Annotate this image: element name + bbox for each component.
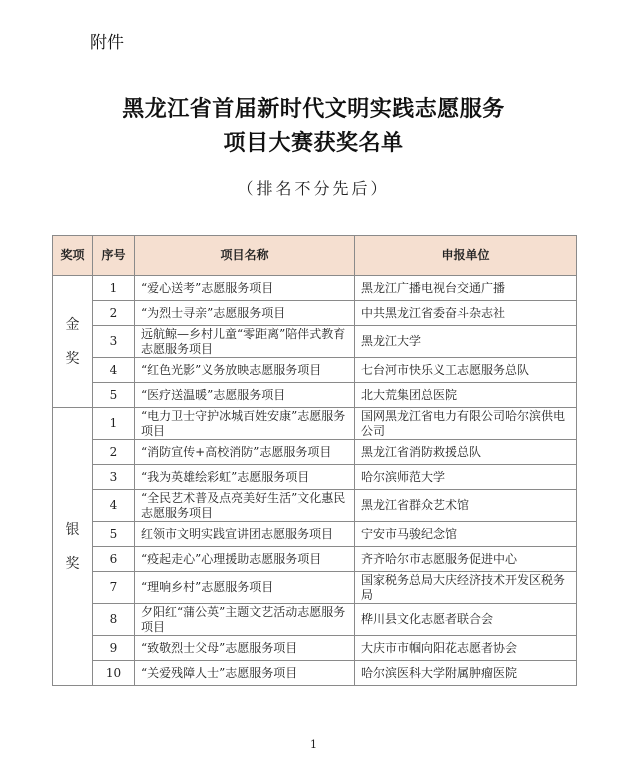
applicant-unit-cell: 宁安市马骏纪念馆 — [355, 522, 577, 547]
number-cell: 2 — [93, 301, 135, 326]
number-cell: 2 — [93, 440, 135, 465]
project-name-cell: 远航鲸—乡村儿童“零距离”陪伴式教育志愿服务项目 — [135, 326, 355, 358]
applicant-unit-cell: 桦川县文化志愿者联合会 — [355, 604, 577, 636]
number-cell: 9 — [93, 636, 135, 661]
project-name-cell: “我为英雄绘彩虹”志愿服务项目 — [135, 465, 355, 490]
attachment-label: 附件 — [90, 33, 124, 53]
number-cell: 4 — [93, 358, 135, 383]
table-header-row — [53, 236, 577, 276]
project-name-cell: “红色光影”义务放映志愿服务项目 — [135, 358, 355, 383]
applicant-unit-cell: 国家税务总局大庆经济技术开发区税务局 — [355, 572, 577, 604]
project-name-cell: “关爱残障人士”志愿服务项目 — [135, 661, 355, 686]
project-name-cell: “理响乡村”志愿服务项目 — [135, 572, 355, 604]
award-label: 金奖 — [65, 316, 80, 367]
table-row — [53, 522, 577, 547]
applicant-unit-cell: 大庆市市帼向阳花志愿者协会 — [355, 636, 577, 661]
table-row — [53, 547, 577, 572]
table-row — [53, 490, 577, 522]
applicant-unit-cell: 中共黑龙江省委奋斗杂志社 — [355, 301, 577, 326]
project-name-cell: “致敬烈士父母”志愿服务项目 — [135, 636, 355, 661]
header-award: 奖项 — [53, 236, 93, 276]
award-label: 银奖 — [65, 521, 80, 572]
document-title-line-1: 黑龙江省首届新时代文明实践志愿服务 — [122, 97, 505, 122]
number-cell: 7 — [93, 572, 135, 604]
project-name-cell: 红领市文明实践宣讲团志愿服务项目 — [135, 522, 355, 547]
applicant-unit-cell: 黑龙江广播电视台交通广播 — [355, 276, 577, 301]
applicant-unit-cell: 黑龙江省消防救援总队 — [355, 440, 577, 465]
project-name-cell: 夕阳红“蒲公英”主题文艺活动志愿服务项目 — [135, 604, 355, 636]
header-number: 序号 — [93, 236, 135, 276]
project-name-cell: “爱心送考”志愿服务项目 — [135, 276, 355, 301]
document-subtitle: （排名不分先后） — [237, 179, 390, 198]
applicant-unit-cell: 齐齐哈尔市志愿服务促进中心 — [355, 547, 577, 572]
applicant-unit-cell: 哈尔滨医科大学附属肿瘤医院 — [355, 661, 577, 686]
applicant-unit-cell: 北大荒集团总医院 — [355, 383, 577, 408]
table-row — [53, 408, 577, 440]
number-cell: 4 — [93, 490, 135, 522]
page-number: 1 — [310, 738, 317, 751]
project-name-cell: “为烈士寻亲”志愿服务项目 — [135, 301, 355, 326]
header-applicant-unit: 申报单位 — [355, 236, 577, 276]
award-cell — [53, 276, 93, 408]
number-cell: 10 — [93, 661, 135, 686]
document-title-line-2: 项目大赛获奖名单 — [223, 131, 404, 156]
applicant-unit-cell: 国网黑龙江省电力有限公司哈尔滨供电公司 — [355, 408, 577, 440]
applicant-unit-cell: 七台河市快乐义工志愿服务总队 — [355, 358, 577, 383]
table-row — [53, 358, 577, 383]
table-row — [53, 383, 577, 408]
applicant-unit-cell: 黑龙江省群众艺术馆 — [355, 490, 577, 522]
project-name-cell: “电力卫士守护冰城百姓安康”志愿服务项目 — [135, 408, 355, 440]
number-cell: 5 — [93, 383, 135, 408]
number-cell: 6 — [93, 547, 135, 572]
number-cell: 3 — [93, 326, 135, 358]
table-row — [53, 636, 577, 661]
table-row — [53, 301, 577, 326]
table-row — [53, 326, 577, 358]
number-cell: 8 — [93, 604, 135, 636]
number-cell: 5 — [93, 522, 135, 547]
applicant-unit-cell: 哈尔滨师范大学 — [355, 465, 577, 490]
table-row — [53, 440, 577, 465]
project-name-cell: “疫起走心”心理援助志愿服务项目 — [135, 547, 355, 572]
number-cell: 3 — [93, 465, 135, 490]
project-name-cell: “全民艺术普及点亮美好生活”文化惠民志愿服务项目 — [135, 490, 355, 522]
table-body — [53, 276, 577, 686]
header-project-name: 项目名称 — [135, 236, 355, 276]
table-row — [53, 276, 577, 301]
project-name-cell: “消防宣传+高校消防”志愿服务项目 — [135, 440, 355, 465]
applicant-unit-cell: 黑龙江大学 — [355, 326, 577, 358]
table-row — [53, 465, 577, 490]
award-table — [52, 235, 577, 686]
award-cell — [53, 408, 93, 686]
number-cell: 1 — [93, 408, 135, 440]
table-row — [53, 604, 577, 636]
number-cell: 1 — [93, 276, 135, 301]
table-row — [53, 661, 577, 686]
table-row — [53, 572, 577, 604]
project-name-cell: “医疗送温暖”志愿服务项目 — [135, 383, 355, 408]
